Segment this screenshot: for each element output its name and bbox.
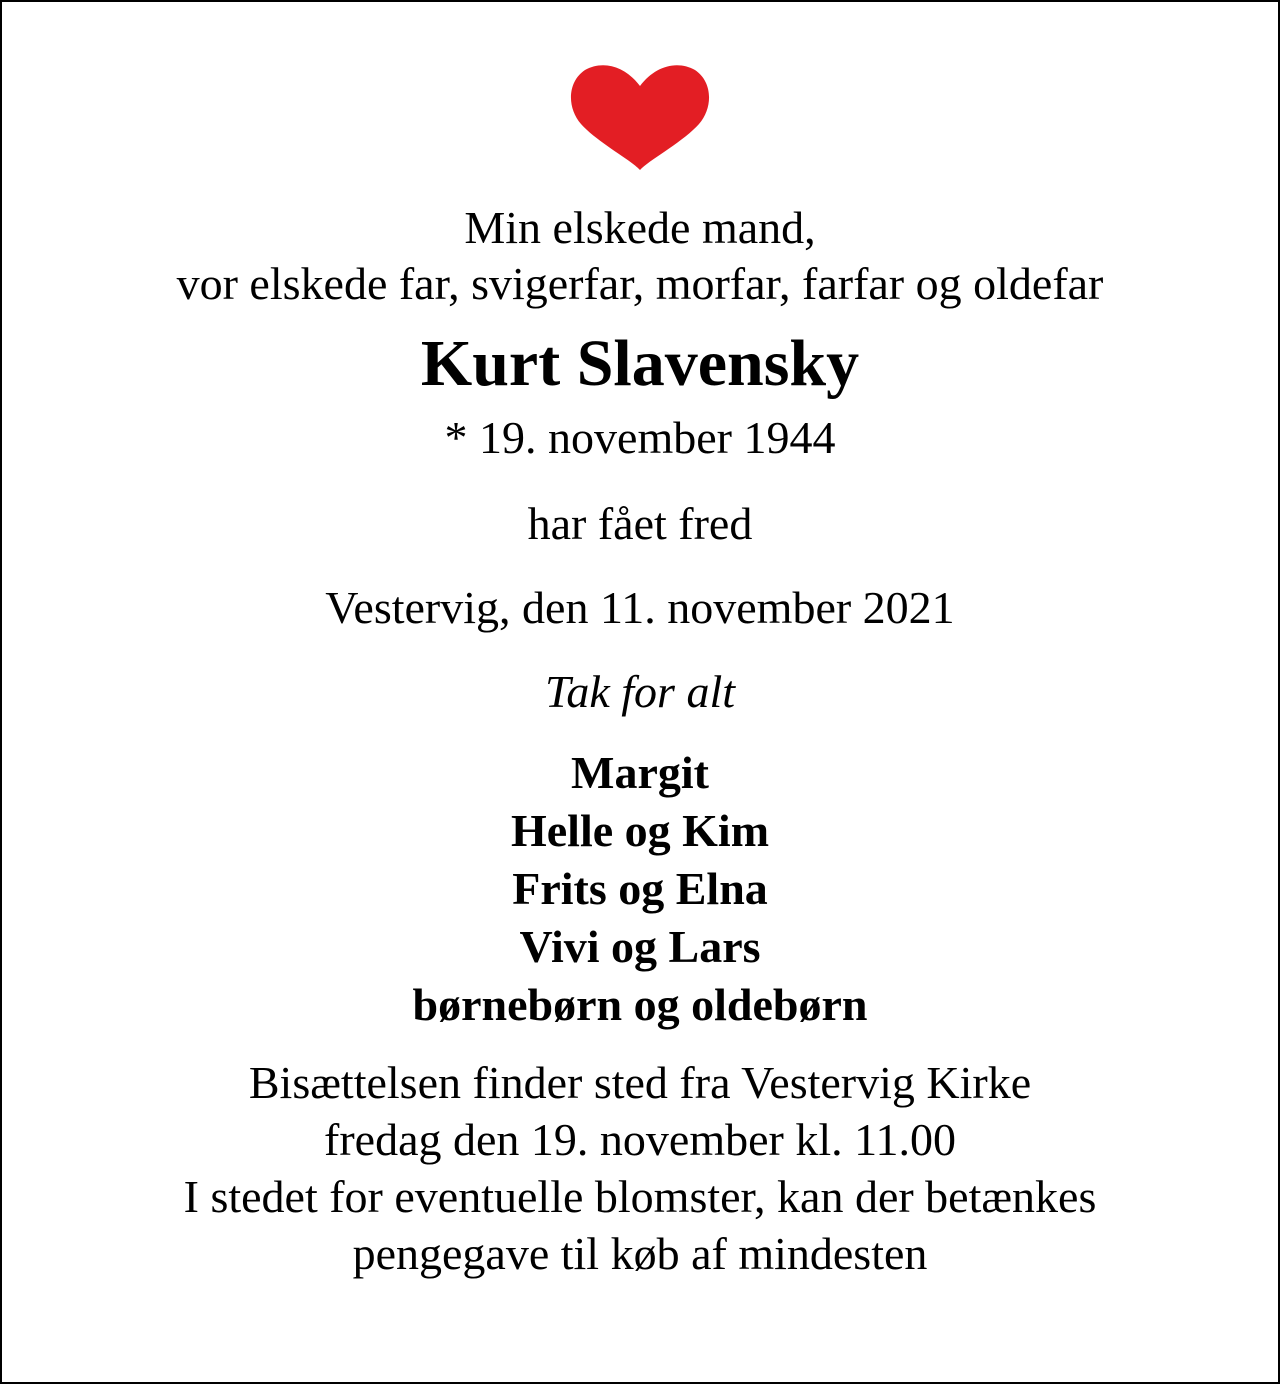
obituary-content bbox=[2, 2, 1278, 1282]
place-and-date: Vestervig, den 11. november 2021 bbox=[325, 582, 955, 633]
family-member: børnebørn og oldebørn bbox=[412, 979, 868, 1030]
funeral-info bbox=[2, 1054, 1278, 1282]
thanks-text: Tak for alt bbox=[544, 666, 736, 717]
intro-line: Min elskede mand, bbox=[464, 202, 816, 253]
family-member: Vivi og Lars bbox=[519, 921, 761, 972]
birth-date: * 19. november 1944 bbox=[444, 412, 836, 463]
funeral-line: fredag den 19. november kl. 11.00 bbox=[324, 1114, 956, 1165]
peace-text: har fået fred bbox=[527, 498, 753, 549]
family-member: Helle og Kim bbox=[510, 805, 770, 856]
funeral-line: I stedet for eventuelle blomster, kan der betænkes bbox=[183, 1171, 1097, 1222]
intro-line: vor elskede far, svigerfar, morfar, farfar og oldefar bbox=[176, 258, 1104, 309]
family-list bbox=[2, 744, 1278, 1034]
deceased-name: Kurt Slavensky bbox=[420, 327, 860, 400]
funeral-line: Bisættelsen finder sted fra Vestervig Kirke bbox=[248, 1057, 1032, 1108]
funeral-line: pengegave til køb af mindesten bbox=[352, 1228, 928, 1279]
intro-text bbox=[2, 200, 1278, 312]
family-member: Frits og Elna bbox=[512, 863, 768, 914]
heart-icon bbox=[569, 64, 711, 170]
family-member: Margit bbox=[571, 747, 709, 798]
